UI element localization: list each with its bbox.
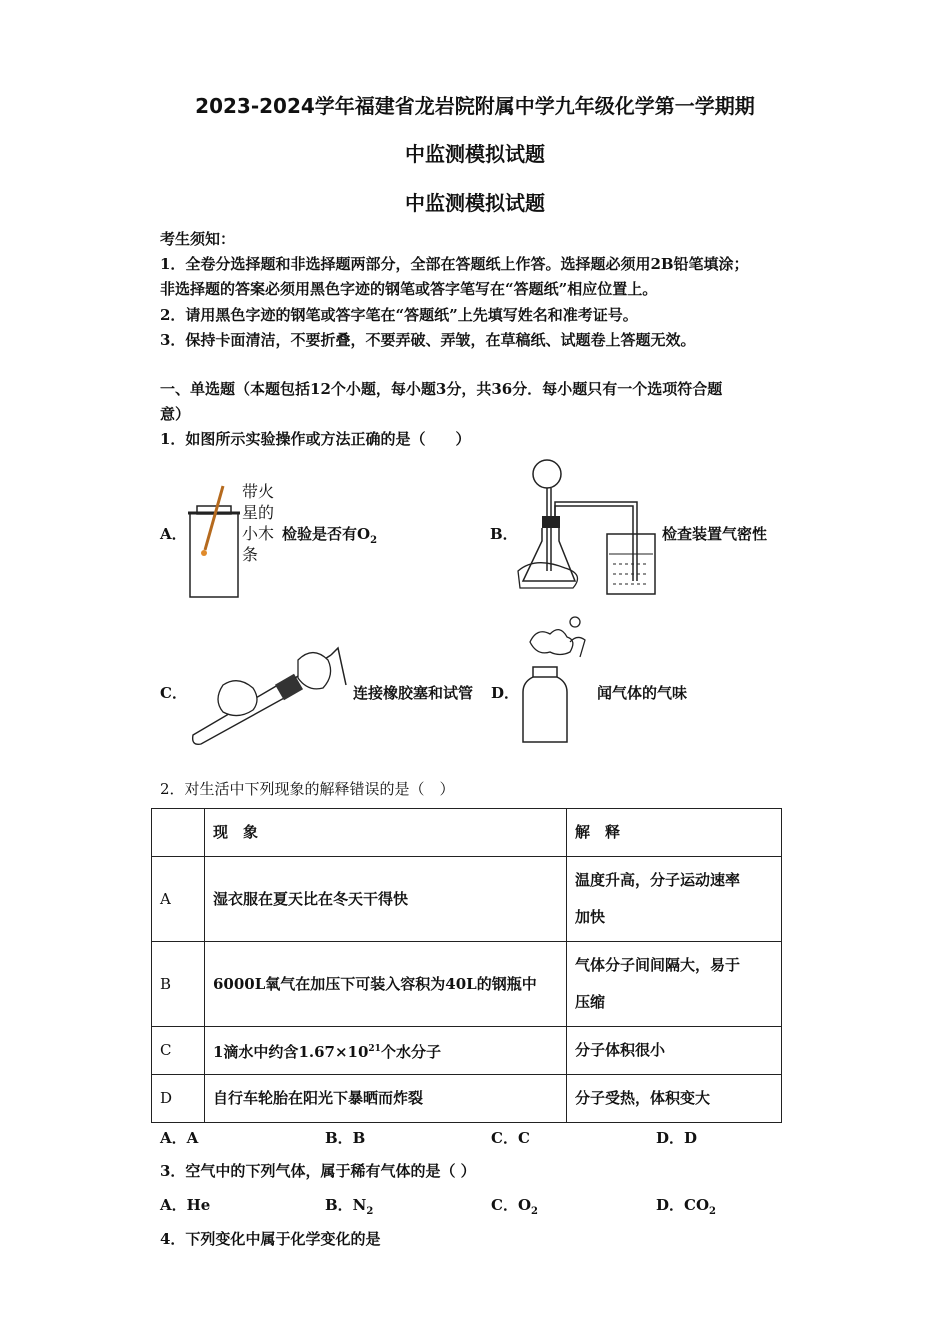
notice-heading: 考生须知： xyxy=(160,230,236,248)
q2-option-d: D．D xyxy=(656,1129,698,1147)
q1-option-a-label: A． xyxy=(160,525,187,543)
q2-row-b-explanation-2: 压缩 xyxy=(575,993,606,1011)
q1-option-c-caption: 连接橡胶塞和试管 xyxy=(353,684,474,702)
q2-row-a-explanation-1: 温度升高，分子运动速率 xyxy=(575,871,741,889)
table-row xyxy=(152,857,782,942)
table-row xyxy=(152,942,782,1027)
q3-option-b-sub: 2 xyxy=(366,1206,374,1217)
q4-stem: 4．下列变化中属于化学变化的是 xyxy=(160,1230,381,1248)
notice-item-3: 3．保持卡面清洁，不要折叠，不要弄破、弄皱，在草稿纸、试题卷上答题无效。 xyxy=(160,331,696,349)
section-heading-a: 一、单选题（本题包括12个小题，每小题3分，共36分．每小题只有一个选项符合题 xyxy=(160,380,723,398)
q2-row-d-phenomenon: 自行车轮胎在阳光下暴晒而炸裂 xyxy=(205,1075,567,1123)
q2-row-d-key: D xyxy=(152,1075,205,1123)
q2-row-c-key: C xyxy=(152,1027,205,1075)
notice-item-2: 2．请用黑色字迹的钢笔或答字笔在“答题纸”上先填写姓名和准考证号。 xyxy=(160,306,638,324)
q1-option-a-sub: 2 xyxy=(370,535,378,546)
q2-row-c-post: 个水分子 xyxy=(380,1042,441,1061)
title-line-2: 中监测模拟试题 xyxy=(405,142,545,166)
q3-option-c-text: C．O xyxy=(491,1196,532,1214)
notice-item-1b: 非选择题的答案必须用黑色字迹的钢笔或答字笔写在“答题纸”相应位置上。 xyxy=(160,280,658,298)
stick-label-line-4: 条 xyxy=(242,545,259,564)
q3-stem: 3．空气中的下列气体，属于稀有气体的是（ ） xyxy=(160,1162,476,1180)
q1-option-c-figure xyxy=(183,640,353,748)
q1-option-a-stick-label xyxy=(242,481,274,565)
q2-row-c-phenomenon xyxy=(205,1027,567,1075)
q3-option-c-sub: 2 xyxy=(531,1206,538,1217)
q1-option-a-caption xyxy=(282,523,377,546)
section-heading-b: 意） xyxy=(160,405,191,423)
stick-label-line-3: 小木 xyxy=(242,524,275,543)
q1-option-a-text: 检验是否有O xyxy=(282,525,371,543)
q2-row-a-explanation xyxy=(567,857,782,942)
q1-option-d-label: D． xyxy=(491,684,520,702)
q2-row-c-explanation: 分子体积很小 xyxy=(567,1027,782,1075)
q2-header-explanation: 解 释 xyxy=(567,809,782,857)
q2-row-b-explanation-1: 气体分子间间隔大，易于 xyxy=(575,956,741,974)
q2-option-b: B．B xyxy=(325,1129,366,1147)
table-row xyxy=(152,1027,782,1075)
title-line-1: 2023-2024学年福建省龙岩院附属中学九年级化学第一学期期 xyxy=(195,94,755,118)
q3-option-a: A．He xyxy=(160,1196,211,1214)
table-row xyxy=(152,1075,782,1123)
q2-option-a: A．A xyxy=(160,1129,199,1147)
q2-row-c-sup: 21 xyxy=(368,1043,381,1054)
q2-header-row xyxy=(152,809,782,857)
q3-option-b xyxy=(325,1194,373,1217)
q2-row-a-phenomenon: 湿衣服在夏天比在冬天干得快 xyxy=(205,857,567,942)
q3-option-c xyxy=(491,1194,538,1217)
title-line-3: 中监测模拟试题 xyxy=(405,191,545,215)
q1-option-b-caption: 检查装置气密性 xyxy=(662,525,768,543)
q2-row-b-key: B xyxy=(152,942,205,1027)
q2-header-phenomenon: 现 象 xyxy=(205,809,567,857)
q3-option-b-text: B．N xyxy=(325,1196,367,1214)
q1-option-d-caption: 闻气体的气味 xyxy=(597,684,688,702)
notice-item-1a: 1．全卷分选择题和非选择题两部分，全部在答题纸上作答。选择题必须用2B铅笔填涂； xyxy=(160,255,749,273)
q1-option-c-label: C． xyxy=(160,684,187,702)
q2-option-c: C．C xyxy=(491,1129,530,1147)
q2-row-b-explanation xyxy=(567,942,782,1027)
q2-row-b-phenomenon: 6000L氧气在加压下可装入容积为40L的钢瓶中 xyxy=(205,942,567,1027)
q1-option-b-label: B． xyxy=(490,525,518,543)
q1-option-b-figure xyxy=(515,456,660,601)
q2-row-d-explanation: 分子受热，体积变大 xyxy=(567,1075,782,1123)
q1-option-d-figure xyxy=(515,612,595,747)
q2-stem: 2．对生活中下列现象的解释错误的是（ ） xyxy=(160,780,455,798)
q3-option-d-text: D．CO xyxy=(656,1196,710,1214)
q2-table xyxy=(151,808,782,1123)
q3-option-d xyxy=(656,1194,716,1217)
q1-stem: 1．如图所示实验操作或方法正确的是（ ） xyxy=(160,430,471,448)
stick-label-line-1: 带火 xyxy=(242,482,275,501)
stick-label-line-2: 星的 xyxy=(242,503,275,522)
q3-option-d-sub: 2 xyxy=(709,1206,716,1217)
q2-row-a-key: A xyxy=(152,857,205,942)
q2-row-a-explanation-2: 加快 xyxy=(575,908,606,926)
q2-header-key xyxy=(152,809,205,857)
q2-row-c-pre: 1滴水中约含1.67×10 xyxy=(213,1042,369,1061)
